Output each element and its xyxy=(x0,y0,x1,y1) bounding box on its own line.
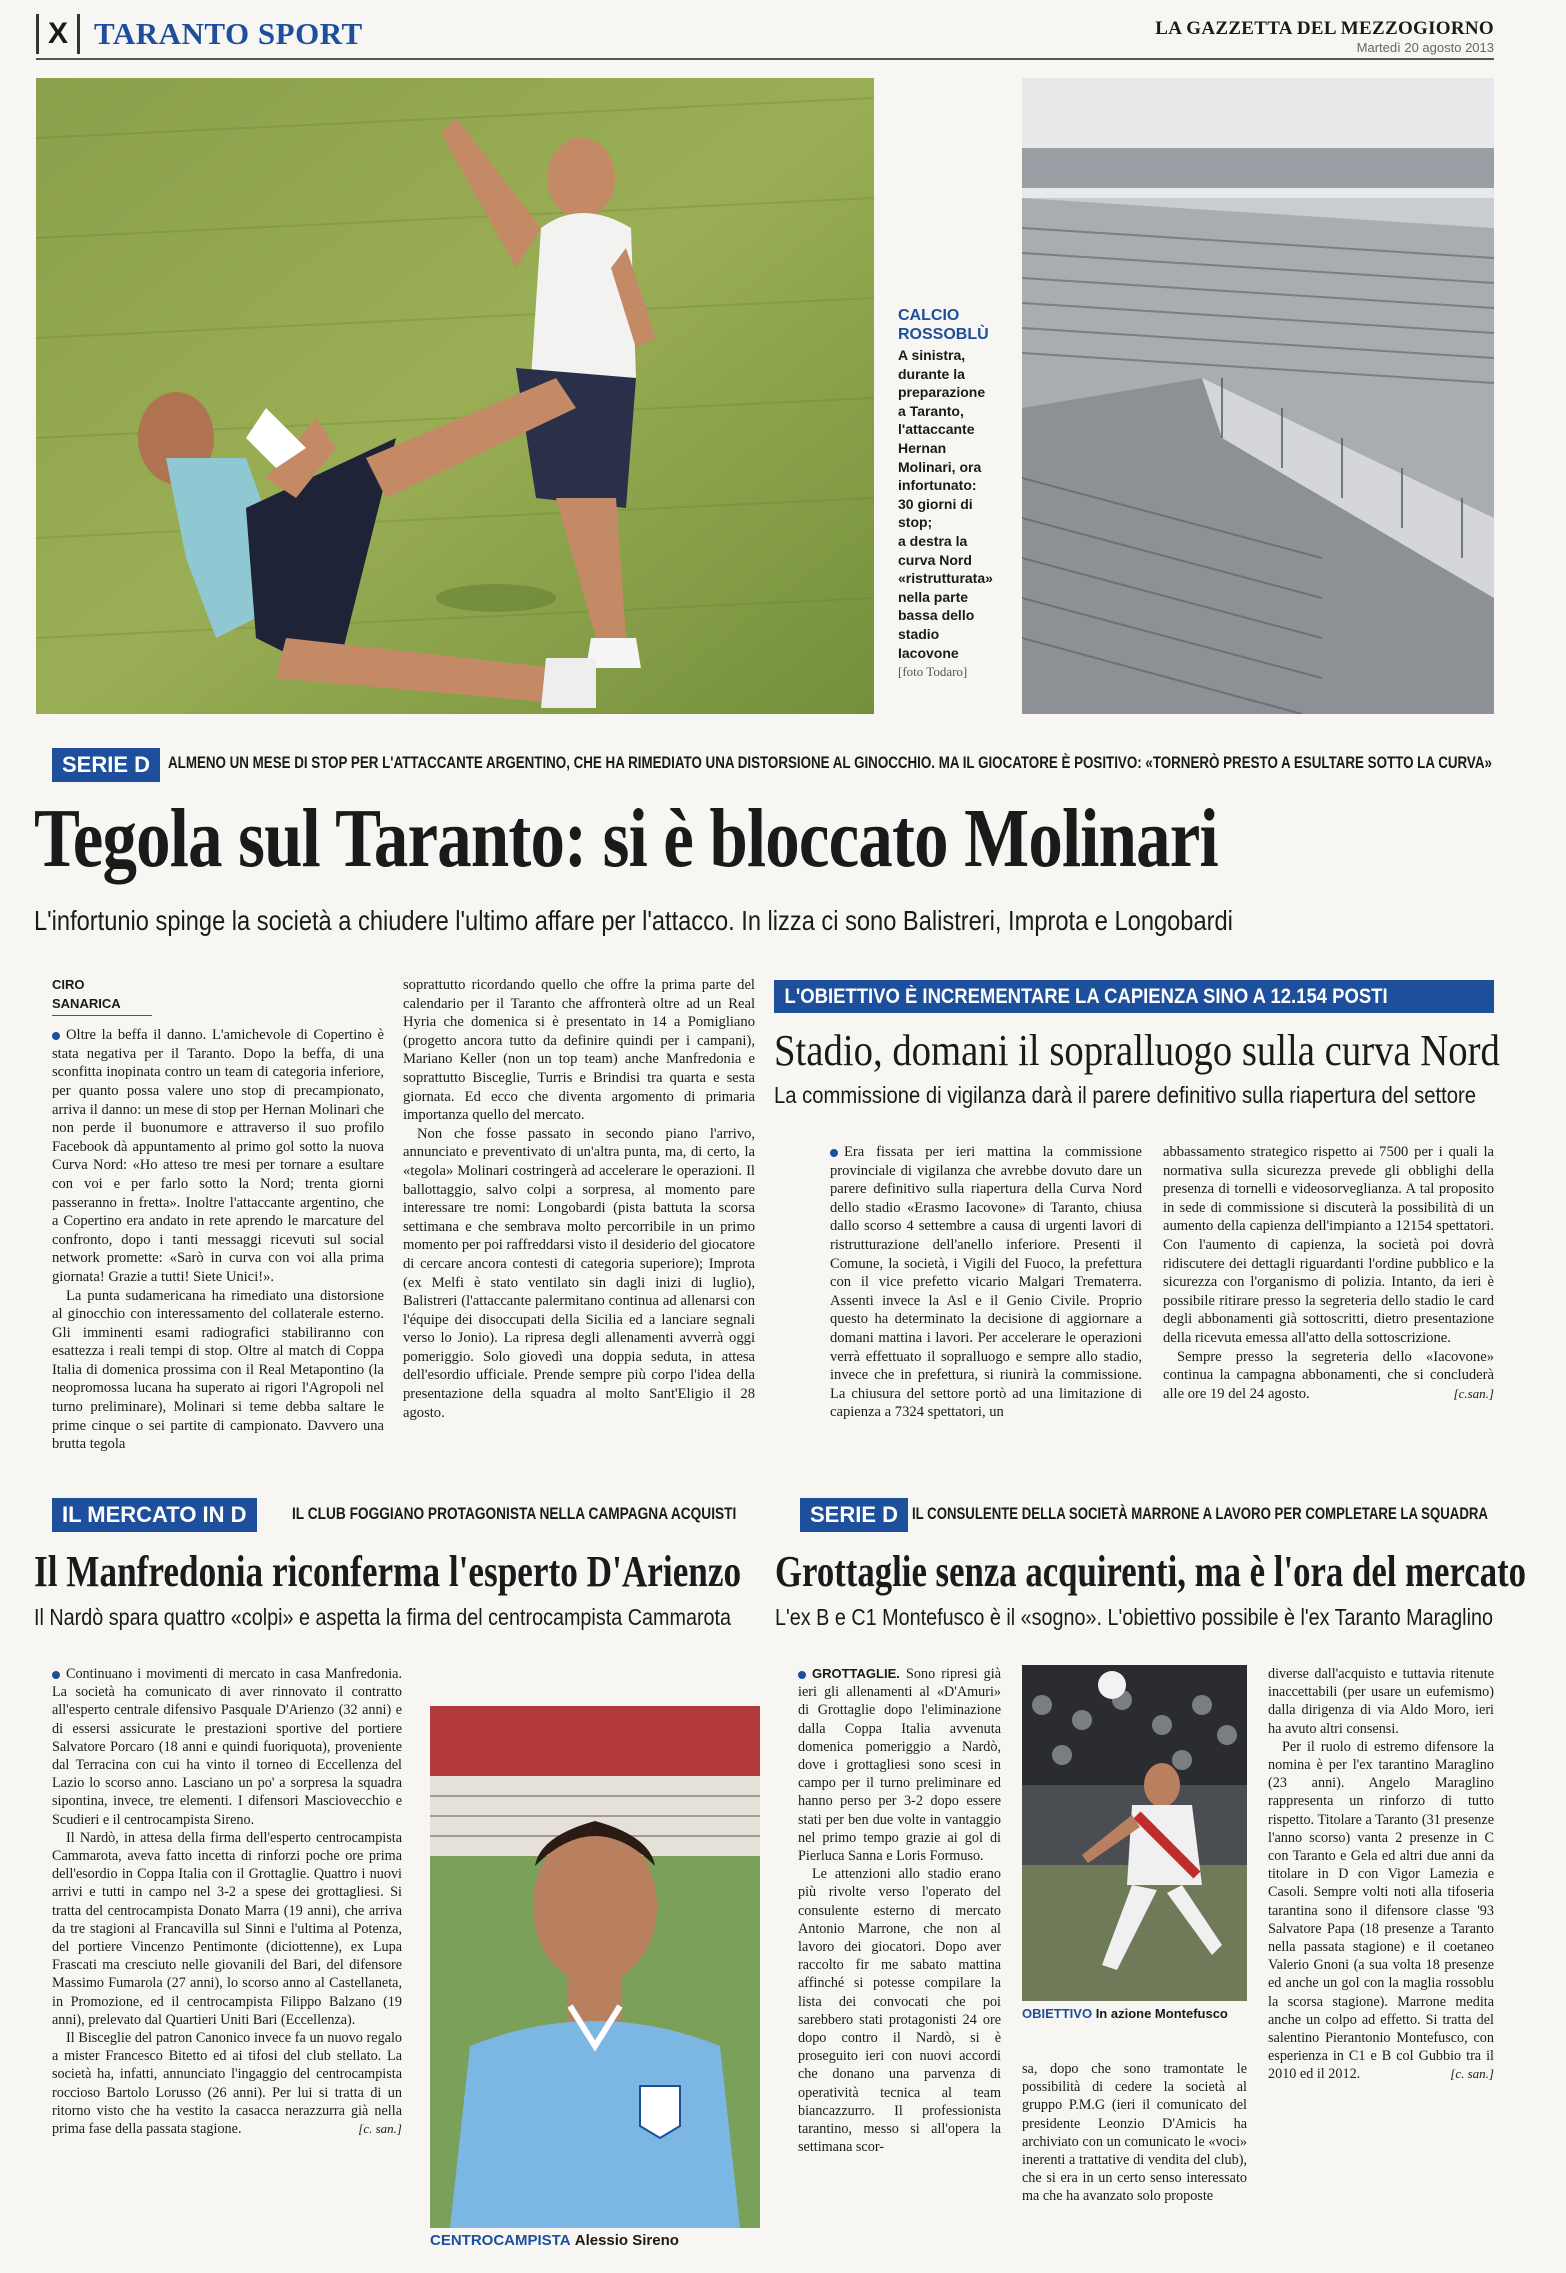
bullet-icon xyxy=(830,1149,838,1157)
montefusco-caption xyxy=(1022,2006,1228,2021)
signature: [c. san.] xyxy=(358,2121,402,2137)
main-p2: La punta sudamericana ha rimediato una distorsione al ginocchio con interessamento del collaterale esterno. Gli imminenti esami radiografici stabiliranno con esattezza i reali tempi di stop. Oltre al match di Coppa Italia di domenica prossima con il Real Metapontino (la neopromossa lucana ha superato ai rigori l'Agropoli nel turno preliminare), Molinari si teme debba saltare le prime cinque o sei partite di campionato. Davvero una brutta tegola xyxy=(52,1287,384,1453)
caption-line: nella parte xyxy=(898,588,969,605)
grottaglie-p3: sa, dopo che sono tramontate le possibilità di cedere la società al gruppo P.M.G (ieri il comunicato del presidente Leonzio D'Amicis ha archiviato con un comunicato le «voci» inerenti a trattative di vendita del club), che si era in un certo senso interessato ma che ha avanzato solo proposte xyxy=(1022,2061,1247,2205)
grottaglie-p1: GROTTAGLIE. Sono ripresi già ieri gli allenamenti al «D'Amuri» di Grottaglie dopo l'eliminazione dalla Coppa Italia avvenuta domenica pomeriggio a Nardò, dove i grottagliesi sono scesi in campo per il turno preliminare ed hanno perso per 3-2 dopo essere stati per ben due volte in vantaggio nel primo tempo grazie ai gol di Pierluca Sanna e Loris Formuso. xyxy=(798,1666,1001,1865)
caption-text: In azione Montefusco xyxy=(1095,2006,1228,2021)
stadio-kicker: L'OBIETTIVO È INCREMENTARE LA CAPIENZA SINO A 12.154 POSTI xyxy=(774,980,1494,1013)
caption-line: durante la xyxy=(898,365,965,382)
caption-line: «ristrutturata» xyxy=(898,570,993,587)
caption-line: a destra la xyxy=(898,532,968,549)
caption-line: Iacovone xyxy=(898,644,959,661)
sireno-caption xyxy=(430,2232,679,2249)
photo-montefusco xyxy=(1022,1665,1247,2001)
grottaglie-subhead: L'ex B e C1 Montefusco è il «sogno». L'obiettivo possibile è l'ex Taranto Maraglino xyxy=(775,1604,1493,1630)
stadio-p2: abbassamento strategico rispetto ai 7500 per i quali la normativa sulla sicurezza prevede gli obblighi della presenza di tornelli e videosorveglianza. A tal proposito in sede di commissione si discuterà la possibilità di un aumento della capienza dell'impianto a 12154 spettatori. Con l'aumento di capienza, la società poi dovrà ridiscutere dei dettagli riguardanti l'ordine pubblico e la sicurezza con l'organismo di polizia. Intanto, da ieri è possibile ritirare presso la segreteria dello stadio le card degli abbonamenti già sottoscritti, dietro presentazione della ricevuta emessa all'atto della sottoscrizione. xyxy=(1163,1144,1494,1346)
grottaglie-p5: Per il ruolo di estremo difensore la nomina è per l'ex tarantino Maraglino (23 anni). Angelo Maraglino rappresenta un rinforzo di tutto rispetto. Titolare a Taranto (31 presenze l'anno scorso) vanta 2 presenze in C con Taranto e Gela ed altri due anni da titolare in D con Vigor Lamezia e Casoli. Sempre volti noti alla tifoseria tarantina sono il difensore classe '93 Salvatore Papa (18 presenze a Taranto nella passata stagione) e il coetaneo Valerio Gnoni (a sua volta 18 presenze ed anche un gol con la maglia rossoblu la scorsa stagione). Marrone medita anche un colpo ad effetto. Si tratta del salentino Pierantonio Montefusco, con esperienza in C1 e B col Gubbio tra il 2010 ed il 2012. [c. san.] xyxy=(1268,1738,1494,2083)
main-col-2 xyxy=(403,976,755,1466)
newspaper-name: LA GAZZETTA DEL MEZZOGIORNO xyxy=(1155,18,1494,39)
grottaglie-p4: diverse dall'acquisto e tuttavia ritenute inaccettabili (per usare un eufemismo) dalla dirigenza di via Aldo Moro, ieri ha avuto altri consensi. xyxy=(1268,1666,1494,1737)
caption-line: 30 giorni di xyxy=(898,495,973,512)
photo-curva-nord xyxy=(1022,78,1494,714)
section-name: TARANTO SPORT xyxy=(94,16,363,51)
main-headline: Tegola sul Taranto: si è bloccato Molinari xyxy=(34,792,1218,885)
mercato-p3: Il Bisceglie del patron Canonico invece fa un nuovo regalo a mister Francesco Bitetto ed ai tifosi del club stellato. La società ha, infatti, annunciato l'ingaggio del centrocampista roccioso Bartolo Lorusso (26 anni). Per lui si tratta di un ritorno visto che ha vestito la casacca nerazzurra già nella prima fase della passata stagione. [c. san.] xyxy=(52,2030,402,2138)
stadio-col-2 xyxy=(1163,1143,1494,1465)
page-header xyxy=(36,14,1494,60)
stadio-col-1 xyxy=(830,1143,1142,1465)
main-p4: Non che fosse passato in secondo piano l'arrivo, annunciato e preventivato di un'altra punta, ma, di certo, la «tegola» Molinari costringerà ad accelerare le operazioni. Il ballottaggio, salvo colpi a sorpresa, al momento pare interessare tre nomi: Longobardi (pista battuta la scorsa settimana e che sembrava molto percorribile in un primo momento per poi raffreddarsi visto il desiderio del giocatore di cercare ancora contesti di categoria superiore); Improta (ex Melfi è stato ventilato sin dagli inizi di luglio), Balistreri (l'attaccante palermitano continua ad allenarsi con l'équipe dei disoccupati della Sicilia ed a lanciare segnali verso lo Jonio). La ripresa degli allenamenti avverrà oggi pomeriggio. Solo giovedì una doppia seduta, in attesa dell'esordio ufficiale. Prende sempre più corpo l'idea della presentazione della squadra al molto Sant'Eligio il 28 agosto. xyxy=(403,1125,755,1421)
byline: CIRO SANARICA xyxy=(52,976,152,1016)
mercato-kicker-row xyxy=(52,1498,772,1532)
caption-line: stop; xyxy=(898,514,933,531)
signature: [c.san.] xyxy=(1453,1385,1494,1401)
stadio-headline: Stadio, domani il sopralluogo sulla curva Nord xyxy=(774,1026,1500,1075)
bullet-icon xyxy=(798,1671,806,1679)
caption-label: OBIETTIVO xyxy=(1022,2006,1093,2021)
caption-line: l'attaccante xyxy=(898,421,975,438)
photo-sireno xyxy=(430,1706,760,2228)
photo-molinari-training xyxy=(36,78,874,714)
grottaglie-col-2 xyxy=(1022,2060,1247,2252)
section-tag: SERIE D xyxy=(52,748,160,782)
grottaglie-kicker: IL CONSULENTE DELLA SOCIETÀ MARRONE A LAVORO PER COMPLETARE LA SQUADRA xyxy=(912,1505,1488,1523)
issue-date: Martedì 20 agosto 2013 xyxy=(1356,40,1494,55)
mercato-subhead: Il Nardò spara quattro «colpi» e aspetta la firma del centrocampista Cammarota xyxy=(34,1604,732,1630)
caption-text xyxy=(898,346,1028,662)
grottaglie-headline: Grottaglie senza acquirenti, ma è l'ora del mercato xyxy=(775,1547,1527,1596)
mercato-p1: Continuano i movimenti di mercato in casa Manfredonia. La società ha comunicato di aver rinnovato il contratto all'esperto centrale difensivo Pasquale D'Arienzo (32 anni) e di essersi assicurate le prestazioni sportive del portiere Salvatore Porcaro (18 anni e quindi fuoriquota), proveniente dal Terracina con cui ha vinto il torneo di Eccellenza del Lazio lo scorso anno. Lasciano un po' a sorpresa la squadra sipontina, invece, tre elementi. I difensori Masciovecchio e Scudieri e il centrocampista Sireno. xyxy=(52,1666,402,1828)
caption-line: curva Nord xyxy=(898,551,972,568)
caption-label: CENTROCAMPISTA xyxy=(430,2232,571,2249)
caption-line: a Taranto, xyxy=(898,402,964,419)
section-tag: SERIE D xyxy=(800,1498,908,1532)
bullet-icon xyxy=(52,1671,60,1679)
main-kicker: ALMENO UN MESE DI STOP PER L'ATTACCANTE ARGENTINO, CHE HA RIMEDIATO UNA DISTORSIONE AL GINOCCHIO. MA IL GIOCATORE È POSITIVO: «TORNERÒ PRESTO A ESULTARE SOTTO LA CURVA» xyxy=(168,754,1492,772)
stadio-p1: Era fissata per ieri mattina la commissione provinciale di vigilanza che avrebbe dovuto dare un parere definitivo sulla riapertura della Curva Nord dello stadio «Erasmo Iacovone» di Taranto, chiusa dallo scorso 4 settembre a causa di urgenti lavori di ristrutturazione dell'anello inferiore. Presenti il Comune, la società, i Vigili del Fuoco, la prefettura con il vice prefetto vicario Malgari Trematerra. Assenti invece la Asl e il Genio Civile. Proprio questo ha determinato la decisione di aggiornare a domani mattina i lavori. Per accelerare le operazioni verrà effettuato il sopralluogo e sempre allo stadio, invece che in prefettura, si riunirà la commissione. La chiusura del settore portò ad una limitazione di capienza a 7324 spettatori, un xyxy=(830,1144,1142,1421)
photo-caption-top xyxy=(898,306,1028,680)
stadio-subhead: La commissione di vigilanza darà il parere definitivo sulla riapertura del settore xyxy=(774,1082,1477,1108)
caption-line: preparazione xyxy=(898,384,986,401)
caption-line: Hernan xyxy=(898,439,947,456)
main-subhead: L'infortunio spinge la società a chiudere l'ultimo affare per l'attacco. In lizza ci sono Balistreri, Improta e Longobardi xyxy=(34,905,1233,936)
signature: [c. san.] xyxy=(1450,2066,1494,2082)
grottaglie-col-1 xyxy=(798,1665,1001,2253)
page-number: X xyxy=(36,14,80,54)
bullet-icon xyxy=(52,1032,60,1040)
mercato-p2: Il Nardò, in attesa della firma dell'esperto centrocampista Cammarota, aveva fatto incetta di rinforzi poche ore prima dell'esordio in Coppa Italia con il Grottaglie. Quattro i nuovi arrivi e tutti in campo nel 3-2 a spese dei grottagliesi. Si tratta del centrocampista Donato Marra (19 anni), che arriva da tre stagioni al Francavilla sul Sinni e l'ultima al Potenza, del portiere Vincenzo Pentimonte (diciottenne), ex Lupa Frascati ma cresciuto nelle giovanili del Bari, del difensore Massimo Fumarola (27 anni), lo scorso anno al Castellaneta, in Promozione, ed il centrocampista Filippo Balzano (19 anni), prelevato dal Quartieri Uniti Bari (Eccellenza). xyxy=(52,1829,402,2028)
main-p3: soprattutto ricordando quello che offre la prima parte del calendario per il Taranto che affronterà oltre ad un Real Hyria che domenica si è presentato in 14 a Pomigliano (progetto ancora tutto da definire quindi per i campani), Mariano Keller (non un top team) anche Manfredonia e soprattutto Bisceglie, Turris e Brindisi tra quarta e sesta giornata. Ed ecco che diventa argomento di primaria importanza quello del mercato. xyxy=(403,977,755,1124)
caption-title: CALCIO ROSSOBLÙ xyxy=(898,307,989,343)
stadio-p3: Sempre presso la segreteria dello «Iacovone» continua la campagna abbonamenti, che si concluderà alle ore 19 del 24 agosto. [c.san.] xyxy=(1163,1348,1494,1402)
caption-line: infortunato: xyxy=(898,477,977,494)
mercato-col xyxy=(52,1665,402,2253)
mercato-kicker: IL CLUB FOGGIANO PROTAGONISTA NELLA CAMPAGNA ACQUISTI xyxy=(292,1505,737,1523)
caption-name: Alessio Sireno xyxy=(574,2232,679,2249)
grottaglie-kicker-row xyxy=(800,1498,1500,1532)
mercato-headline: Il Manfredonia riconferma l'esperto D'Arienzo xyxy=(34,1547,742,1596)
main-kicker-row xyxy=(52,748,1502,782)
caption-line: bassa dello xyxy=(898,607,975,624)
caption-line: Molinari, ora xyxy=(898,458,982,475)
grottaglie-col-3 xyxy=(1268,1665,1494,2253)
main-p1: Oltre la beffa il danno. L'amichevole di Copertino è stata negativa per il Taranto. Dopo la beffa, di una sconfitta inopinata contro un team di categoria inferiore, per quanto possa valere uno stop di precampionato, arriva il danno: un mese di stop per Hernan Molinari che non perde il buonumore e attraverso il suo profilo Facebook dà appuntamento al primo gol sotto la nuova Curva Nord: «Ho atteso tre mesi per tornare a esultare con voi e per farlo sotto la Nord; trenta giorni passeranno in fretta». Inoltre l'attaccante argentino, che a Copertino era andato in rete aprendo le marcature del confronto, dopo i tanti messaggi ricevuti sul social network promette: «Sarò in curva con voi alla prima giornata! Grazie a tutti! Siete Unici!». xyxy=(52,1027,384,1285)
grottaglie-p2: Le attenzioni allo stadio erano più rivolte verso l'operato del consulente esterno di mercato Antonio Marrone, che non al lavoro dei giocatori. Dopo aver raccolto fir me sabato mattina affinché si potesse compilare la lista dei convocati che poi sarebbero stati protagonisti 24 ore dopo contro il Nardò, si è proseguito ieri con nuovi accordi che donano una parvenza di operatività tecnica al team biancazzurro. Il professionista tarantino, messo si all'opera la settimana scor- xyxy=(798,1866,1001,2156)
caption-line: A sinistra, xyxy=(898,347,966,363)
caption-credit: [foto Todaro] xyxy=(898,664,968,680)
section-tag: IL MERCATO IN D xyxy=(52,1498,257,1532)
main-col-1 xyxy=(52,976,384,1466)
caption-line: stadio xyxy=(898,625,940,642)
